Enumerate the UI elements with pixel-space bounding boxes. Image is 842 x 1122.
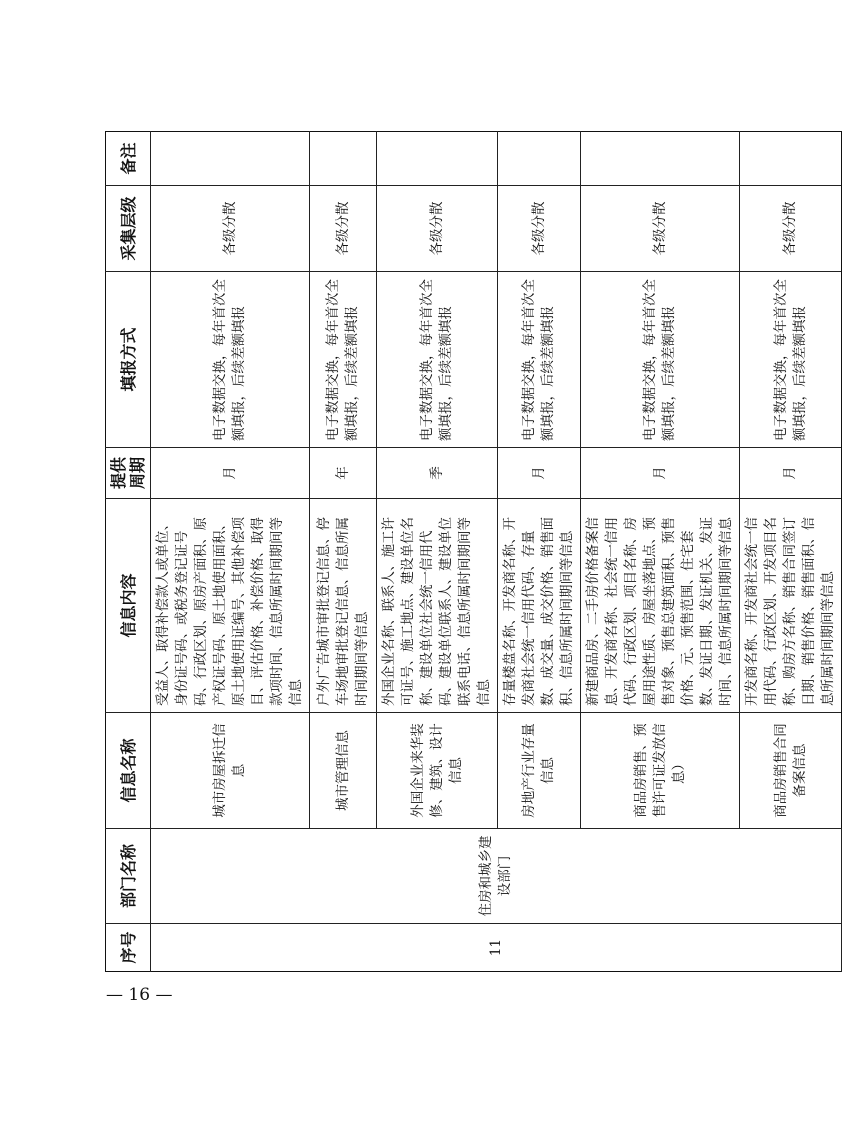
period-cell: 年 bbox=[310, 448, 377, 499]
method-cell: 电子数据交换，每年首次全额填报，后续差额填报 bbox=[498, 272, 581, 448]
info-name-cell: 城市管理信息 bbox=[310, 713, 377, 829]
period-cell: 月 bbox=[151, 448, 310, 499]
level-cell: 各级分散 bbox=[740, 186, 842, 272]
method-cell: 电子数据交换，每年首次全额填报，后续差额填报 bbox=[740, 272, 842, 448]
period-cell: 月 bbox=[581, 448, 740, 499]
table-row bbox=[151, 132, 310, 972]
method-cell: 电子数据交换，每年首次全额填报，后续差额填报 bbox=[310, 272, 377, 448]
header-note: 备注 bbox=[106, 132, 151, 186]
header-seq: 序号 bbox=[106, 924, 151, 972]
method-cell: 电子数据交换，每年首次全额填报，后续差额填报 bbox=[377, 272, 498, 448]
rotated-table-container bbox=[105, 132, 836, 972]
period-cell: 季 bbox=[377, 448, 498, 499]
department-cell: 住房和城乡建设部门 bbox=[151, 829, 842, 924]
info-name-cell: 城市房屋拆迁信息 bbox=[151, 713, 310, 829]
method-cell: 电子数据交换，每年首次全额填报，后续差额填报 bbox=[581, 272, 740, 448]
level-cell: 各级分散 bbox=[310, 186, 377, 272]
info-content-cell: 受益人、取得补偿款人或单位、身份证号码、或税务登记证号码、行政区划、原房产面积、原产权证号码、原土地使用面积、原土地使用证编号、其他补偿项目、评估价格、补偿价格、取得款项时间、信息所属时间期间等信息 bbox=[151, 499, 310, 713]
period-cell: 月 bbox=[740, 448, 842, 499]
header-period: 提供周期 bbox=[106, 448, 151, 499]
note-cell bbox=[740, 132, 842, 186]
level-cell: 各级分散 bbox=[498, 186, 581, 272]
note-cell bbox=[377, 132, 498, 186]
note-cell bbox=[151, 132, 310, 186]
info-content-cell: 外国企业名称、联系人、施工许可证号、施工地点、建设单位名称、建设单位社会统一信用代码、建设单位联系人、建设单位联系电话、信息所属时间期间等信息 bbox=[377, 499, 498, 713]
header-info-name: 信息名称 bbox=[106, 713, 151, 829]
period-cell: 月 bbox=[498, 448, 581, 499]
level-cell: 各级分散 bbox=[581, 186, 740, 272]
level-cell: 各级分散 bbox=[377, 186, 498, 272]
info-name-cell: 房地产行业存量信息 bbox=[498, 713, 581, 829]
note-cell bbox=[310, 132, 377, 186]
info-name-cell: 商品房销售、预售许可证发放信息） bbox=[581, 713, 740, 829]
header-department: 部门名称 bbox=[106, 829, 151, 924]
page-number: — 16 — bbox=[106, 985, 173, 1005]
info-name-cell: 商品房销售合同备案信息 bbox=[740, 713, 842, 829]
note-cell bbox=[498, 132, 581, 186]
info-content-cell: 开发商名称、开发商社会统一信用代码、行政区划、开发项目名称、购房方名称、销售合同签订日期、销售价格、销售面积、信息所属时间期间等信息 bbox=[740, 499, 842, 713]
info-content-cell: 户外广告城市审批登记信息、停车场地审批登记信息、信息所属时间期间等信息 bbox=[310, 499, 377, 713]
info-content-cell: 新建商品房、二手房价格备案信息、开发商名称、社会统一信用代码、行政区划、项目名称、房屋用途性质、房屋坐落地点、预售对象、预售总建筑面积、预售价格、元、预售范围、住宅套数、发证日期、发证机关、发证时间、信息所属时间期间等信息 bbox=[581, 499, 740, 713]
header-method: 填报方式 bbox=[106, 272, 151, 448]
header-row bbox=[106, 132, 151, 972]
info-name-cell: 外国企业来华装修、建筑、设计信息 bbox=[377, 713, 498, 829]
method-cell: 电子数据交换，每年首次全额填报，后续差额填报 bbox=[151, 272, 310, 448]
level-cell: 各级分散 bbox=[151, 186, 310, 272]
seq-cell: 11 bbox=[151, 924, 842, 972]
note-cell bbox=[581, 132, 740, 186]
info-content-cell: 存量楼盘名称、开发商名称、开发商社会统一信用代码、存量数、成交量、成交价格、销售面积、信息所属时间期间等信息 bbox=[498, 499, 581, 713]
header-level: 采集层级 bbox=[106, 186, 151, 272]
info-table bbox=[105, 131, 842, 972]
header-info-content: 信息内容 bbox=[106, 499, 151, 713]
